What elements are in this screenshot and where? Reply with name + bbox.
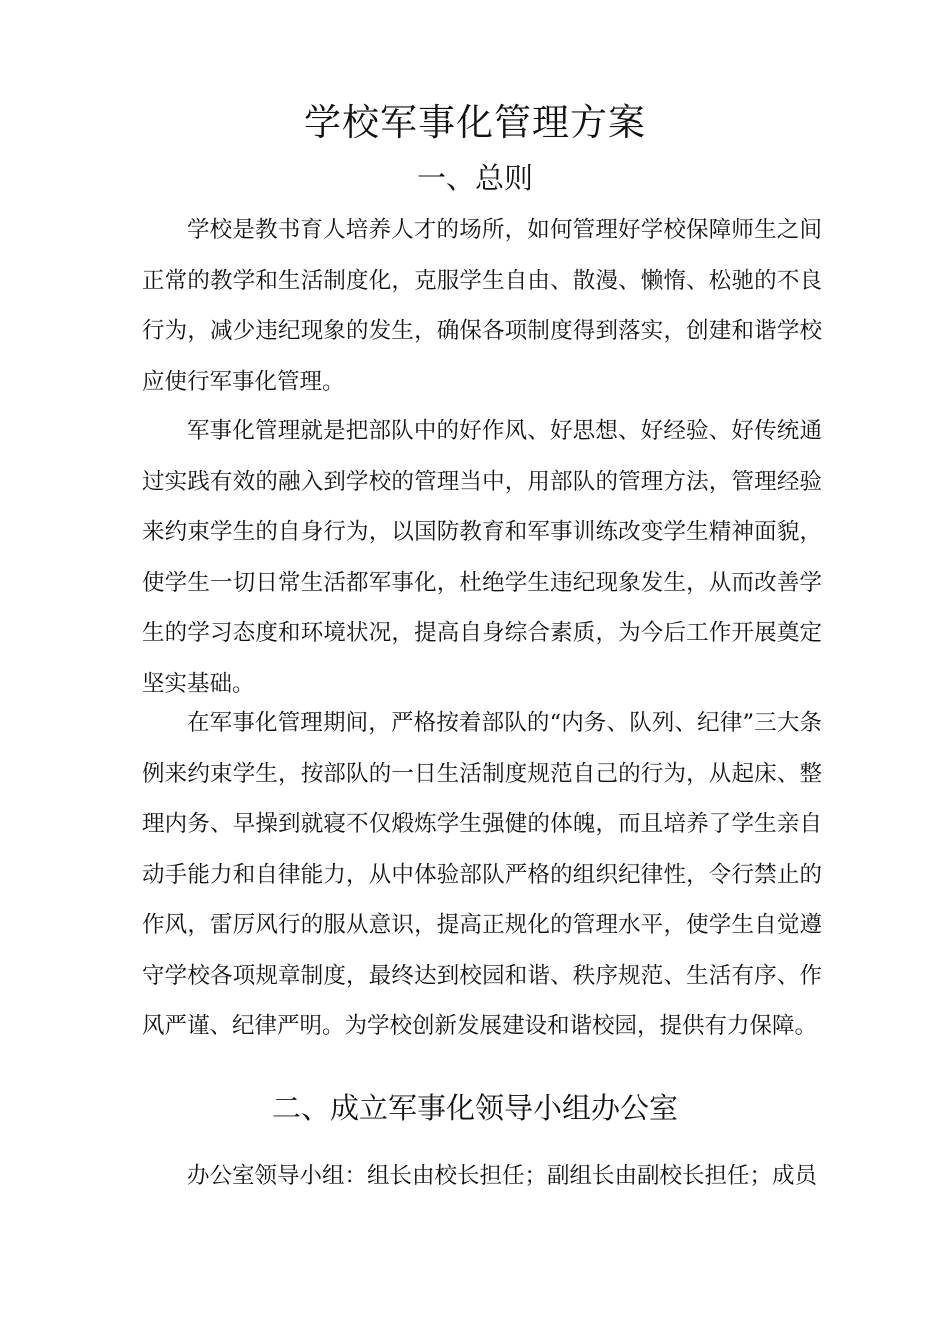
document-title: 学校军事化管理方案 xyxy=(304,101,646,144)
paragraph-leadership-group: 办公室领导小组：组长由校长担任；副组长由副校长担任；成员 xyxy=(187,1163,818,1189)
paragraph-school-purpose: 学校是教书育人培养人才的场所，如何管理好学校保障师生之间正常的教学和生活制度化，克服学生自由、散漫、懒惰、松驰的不良行为，减少违纪现象的发生，确保各项制度得到落实，创建和谐学校应使行军事化管理。 xyxy=(142,217,822,395)
paragraph-military-management-definition: 军事化管理就是把部队中的好作风、好思想、好经验、好传统通过实践有效的融入到学校的管理当中，用部队的管理方法，管理经验来约束学生的自身行为，以国防教育和军事训练改变学生精神面貌，使学生一切日常生活都军事化，杜绝学生违纪现象发生，从而改善学生的学习态度和环境状况，提高自身综合素质，为今后工作开展奠定坚实基础。 xyxy=(142,418,822,697)
section-heading-leadership-office: 二、成立军事化领导小组办公室 xyxy=(271,1091,678,1125)
paragraph-management-period: 在军事化管理期间，严格按着部队的“内务、队列、纪律”三大条例来约束学生，按部队的一日生活制度规范自己的行为，从起床、整理内务、早操到就寝不仅煅炼学生强健的体魄，而且培养了学生亲自动手能力和自律能力，从中体验部队严格的组织纪律性，令行禁止的作风，雷厉风行的服从意识，提高正规化的管理水平，使学生自觉遵守学校各项规章制度，最终达到校园和谐、秩序规范、生活有序、作风严谨、纪律严明。为学校创新发展建设和谐校园，提供有力保障。 xyxy=(142,710,822,1039)
section-heading-general: 一、总则 xyxy=(416,161,533,195)
